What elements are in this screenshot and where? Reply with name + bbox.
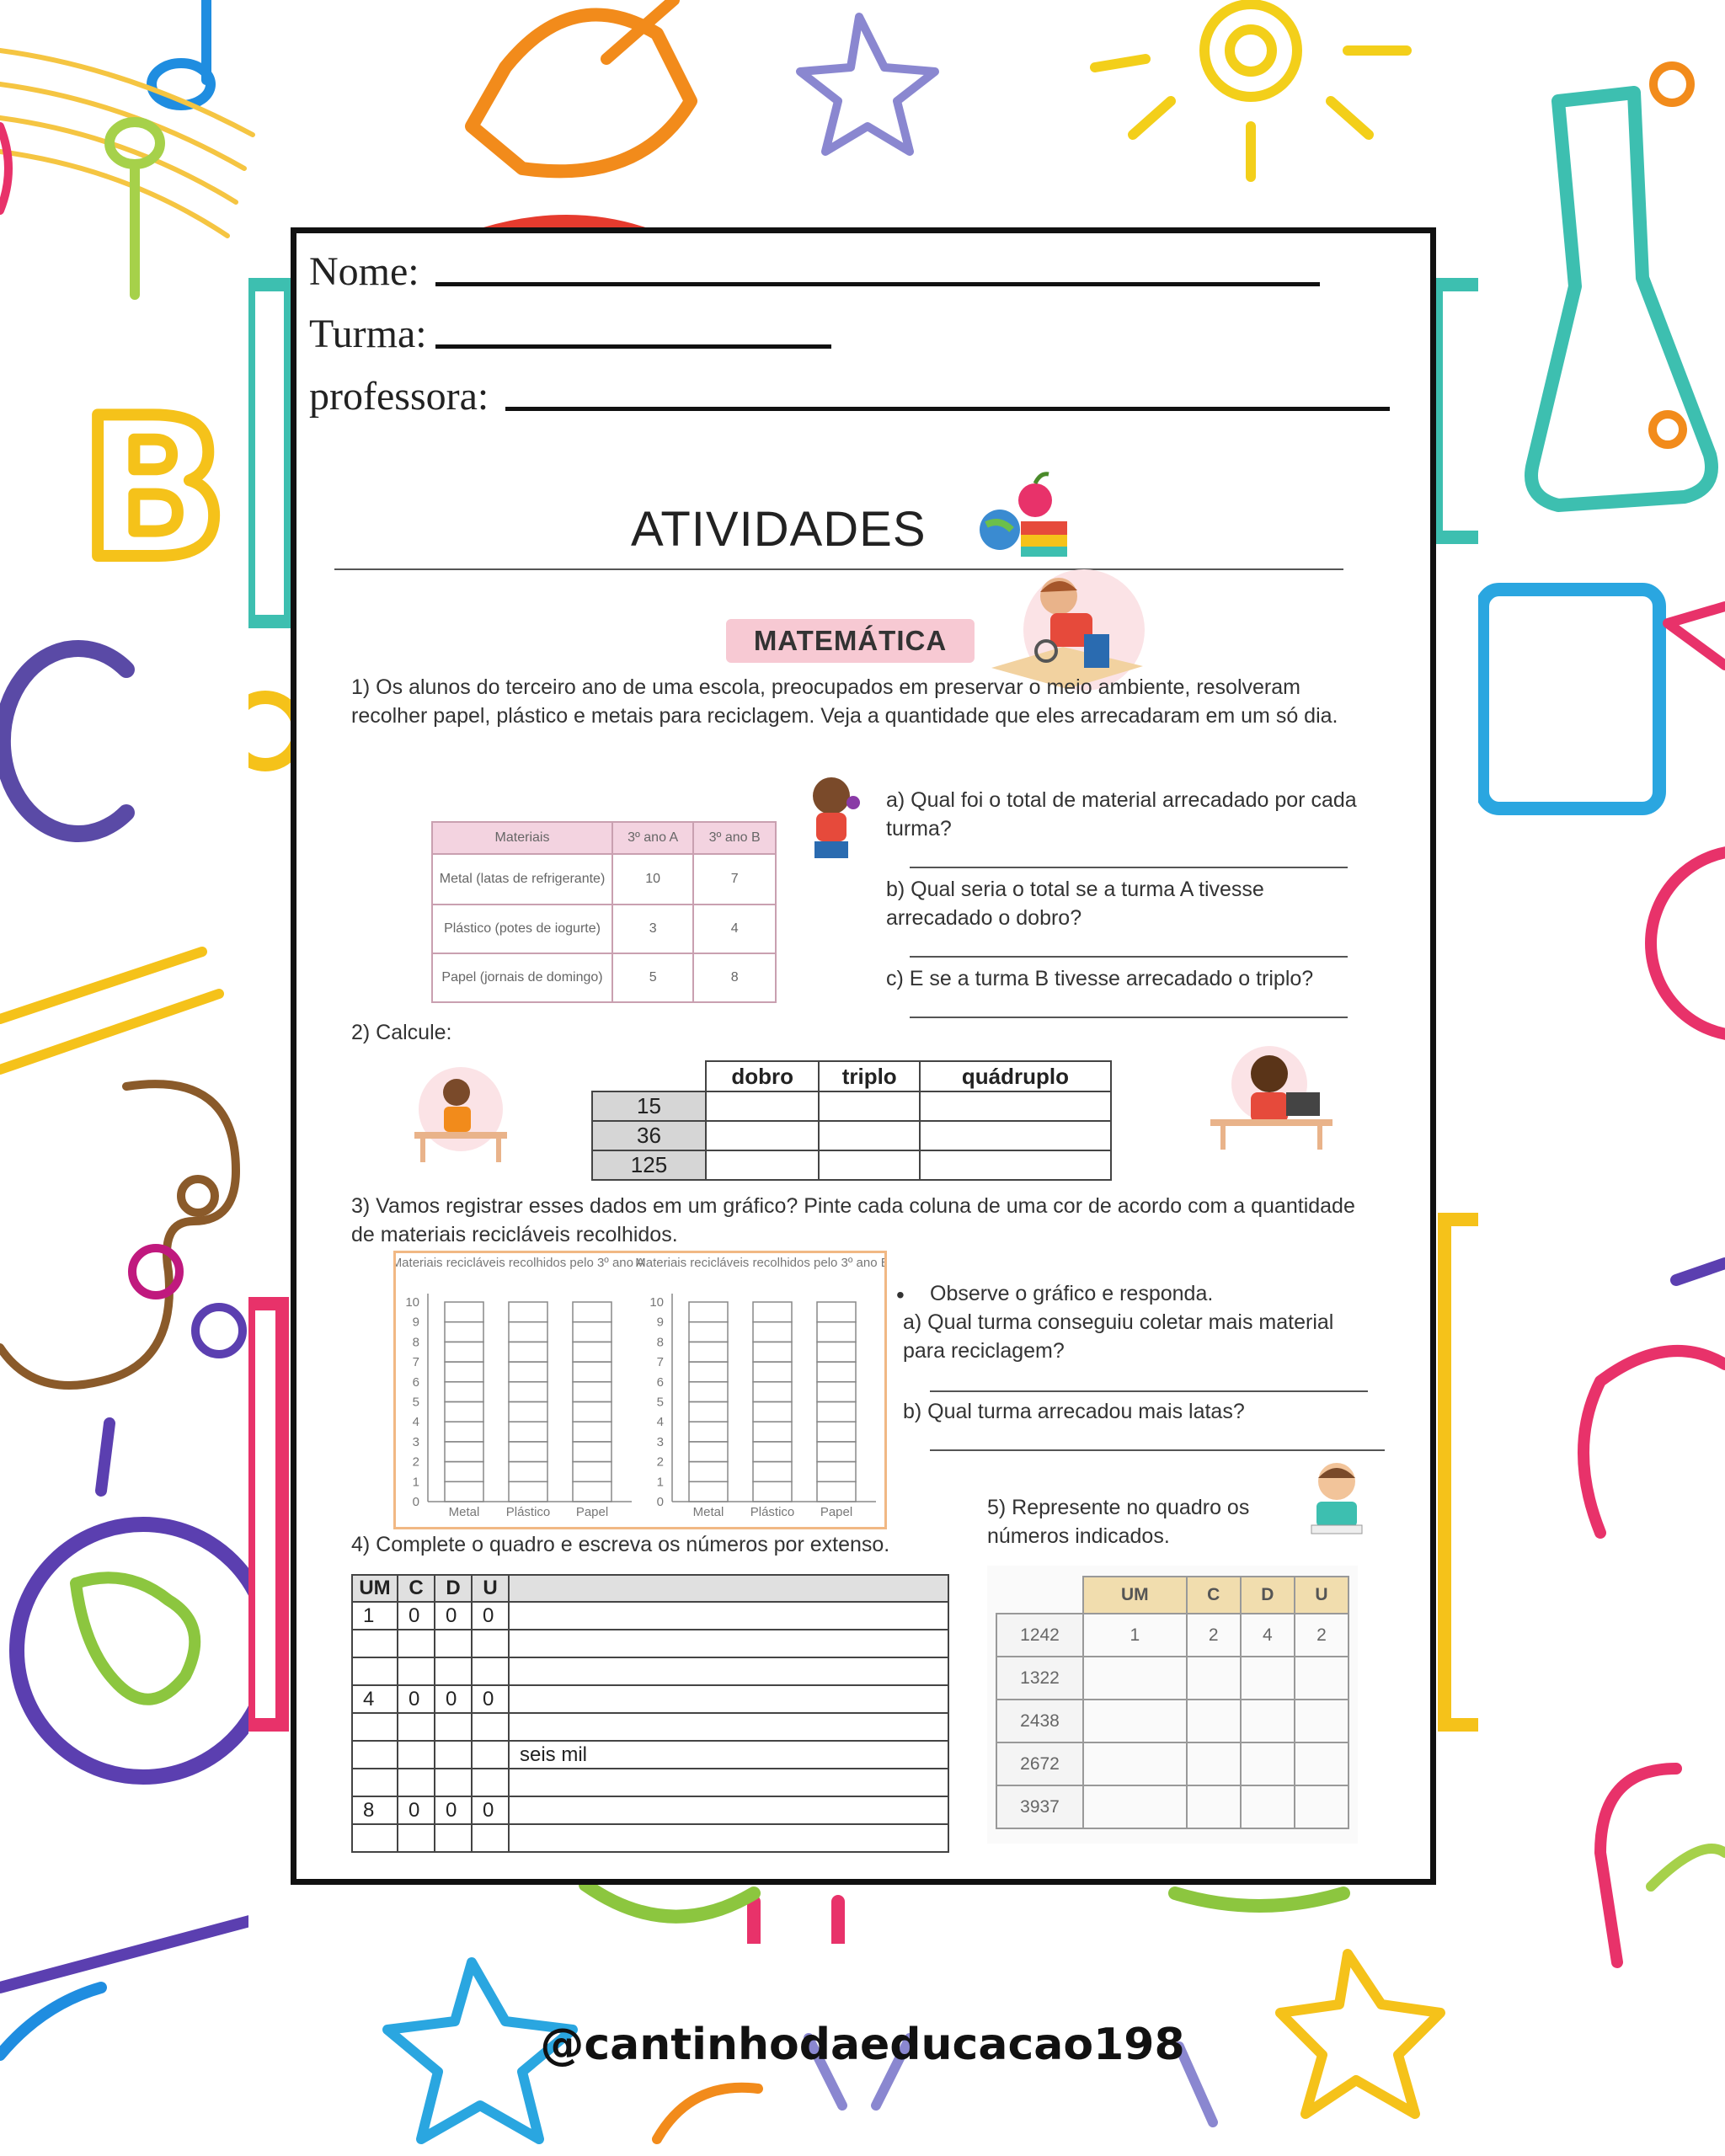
represent-cell[interactable]: 2 (1187, 1614, 1241, 1657)
chart-tick-label: 1 (656, 1475, 664, 1490)
materials-cell: 5 (612, 953, 693, 1002)
pv-cell[interactable] (435, 1630, 472, 1657)
chart-bar-cell[interactable] (509, 1342, 547, 1362)
chart-bar-cell[interactable] (817, 1422, 856, 1442)
pv-words-cell[interactable] (509, 1602, 948, 1630)
globe-doodle (17, 1423, 270, 1777)
chart-bar-column[interactable] (509, 1302, 547, 1502)
materials-cell: Papel (jornais de domingo) (432, 953, 612, 1002)
calc-answer-cell[interactable] (819, 1121, 919, 1150)
chart-bar-cell[interactable] (573, 1322, 611, 1342)
pv-cell[interactable] (352, 1657, 398, 1685)
chart-bar-cell[interactable] (445, 1442, 483, 1462)
kid-jumping-illustration (798, 772, 865, 865)
represent-d-header: D (1241, 1577, 1295, 1614)
chart-tick-label: 8 (412, 1335, 419, 1350)
chart-bar-cell[interactable] (573, 1402, 611, 1422)
c-header: C (398, 1575, 435, 1602)
represent-cell[interactable] (1295, 1700, 1348, 1742)
bar-charts (396, 1253, 884, 1527)
d-header: D (435, 1575, 472, 1602)
pv-words-cell[interactable] (509, 1713, 948, 1741)
chart-bar-cell[interactable] (509, 1422, 547, 1442)
place-value-table (351, 1574, 949, 1853)
chart-tick-label: 7 (412, 1355, 419, 1370)
q1a-text: a) Qual foi o total de material arrecadado por cada turma? (886, 788, 1357, 841)
chart-tick-label: 6 (412, 1374, 419, 1390)
name-label: Nome: (309, 249, 419, 294)
chart-category-label: Plástico (505, 1505, 551, 1519)
q5-text: 5) Represente no quadro os números indicados. (987, 1496, 1250, 1548)
chart-category-label: Papel (820, 1505, 853, 1519)
chart-bar-cell[interactable] (689, 1342, 728, 1362)
worksheet (291, 227, 1436, 1885)
chart-tick-label: 1 (412, 1475, 419, 1490)
chart-bar-cell[interactable] (753, 1442, 792, 1462)
q3a-text: a) Qual turma conseguiu coletar mais material para reciclagem? (903, 1310, 1334, 1363)
chart-bar-cell[interactable] (753, 1402, 792, 1422)
chart-bar-cell[interactable] (509, 1462, 547, 1482)
pv-cell[interactable] (472, 1713, 509, 1741)
letter-b-doodle: B (80, 377, 228, 602)
chart-bar-cell[interactable] (689, 1382, 728, 1402)
represent-cell[interactable]: 4 (1241, 1614, 1295, 1657)
materials-cell: 7 (693, 854, 776, 905)
chart-b-title (635, 1256, 884, 1270)
chart-bar-column[interactable] (817, 1302, 856, 1502)
materials-cell: 8 (693, 953, 776, 1002)
chart-bar-cell[interactable] (817, 1302, 856, 1322)
chart-bar-cell[interactable] (445, 1402, 483, 1422)
name-line[interactable] (435, 282, 1320, 286)
bullet-icon: • (896, 1282, 905, 1308)
subject-badge (726, 619, 975, 663)
represent-number: 2672 (996, 1742, 1083, 1785)
chart-bar-cell[interactable] (689, 1402, 728, 1422)
calc-answer-cell[interactable] (706, 1121, 819, 1150)
pv-cell[interactable] (398, 1769, 435, 1796)
pv-cell[interactable] (398, 1741, 435, 1769)
chart-bar-cell[interactable] (689, 1462, 728, 1482)
represent-cell[interactable]: 2 (1295, 1614, 1348, 1657)
chart-bar-cell[interactable] (509, 1442, 547, 1462)
brush-doodle (0, 1920, 253, 1988)
um-header: UM (352, 1575, 398, 1602)
pv-cell[interactable] (435, 1824, 472, 1852)
materials-cell: 10 (612, 854, 693, 905)
chart-bar-cell[interactable] (573, 1442, 611, 1462)
quadruple-header: quádruplo (920, 1061, 1111, 1091)
charts-panel (393, 1251, 887, 1529)
class-label: Turma: (309, 312, 427, 356)
materials-cell: 4 (693, 905, 776, 953)
represent-cell[interactable] (1295, 1742, 1348, 1785)
extenso-header (509, 1575, 948, 1602)
chart-bar-cell[interactable] (753, 1481, 792, 1502)
chart-bar-cell[interactable] (817, 1322, 856, 1342)
pv-cell[interactable] (398, 1713, 435, 1741)
chart-category-label: Metal (692, 1505, 724, 1519)
chart-bar-cell[interactable] (817, 1382, 856, 1402)
chart-bar-cell[interactable] (509, 1322, 547, 1342)
chart-bar-cell[interactable] (445, 1422, 483, 1442)
chart-tick-label: 5 (412, 1395, 419, 1410)
represent-number: 1242 (996, 1614, 1083, 1657)
chart-b (649, 1294, 876, 1519)
materials-cell: 3 (612, 905, 693, 953)
represent-cell[interactable] (1187, 1742, 1241, 1785)
chart-tick-label: 3 (656, 1434, 664, 1449)
calc-answer-cell[interactable] (920, 1150, 1111, 1180)
chart-bar-cell[interactable] (689, 1442, 728, 1462)
represent-cell[interactable] (1187, 1657, 1241, 1700)
pv-words-cell[interactable] (509, 1769, 948, 1796)
pv-cell[interactable]: 0 (435, 1602, 472, 1630)
sun-doodle (1095, 4, 1407, 177)
chart-bar-cell[interactable] (753, 1322, 792, 1342)
chart-bar-cell[interactable] (445, 1342, 483, 1362)
teacher-line[interactable] (505, 407, 1390, 411)
pv-cell[interactable] (352, 1630, 398, 1657)
chart-tick-label: 7 (656, 1355, 664, 1370)
pv-cell[interactable] (435, 1769, 472, 1796)
chart-a (405, 1294, 632, 1519)
chart-bar-cell[interactable] (753, 1302, 792, 1322)
chart-bar-cell[interactable] (817, 1362, 856, 1382)
pv-cell[interactable]: 0 (435, 1685, 472, 1713)
chart-bar-cell[interactable] (753, 1462, 792, 1482)
q1c-text: c) E se a turma B tivesse arrecadado o triplo? (886, 967, 1314, 990)
chart-bar-cell[interactable] (509, 1402, 547, 1422)
represent-um-header: UM (1083, 1577, 1187, 1614)
chart-tick-label: 6 (656, 1374, 664, 1390)
chart-tick-label: 2 (656, 1454, 664, 1470)
chart-bar-cell[interactable] (689, 1362, 728, 1382)
represent-cell[interactable] (1187, 1785, 1241, 1828)
chart-bar-cell[interactable] (509, 1481, 547, 1502)
pv-words-cell[interactable] (509, 1796, 948, 1824)
chart-bar-column[interactable] (753, 1302, 792, 1502)
chart-bar-cell[interactable] (509, 1362, 547, 1382)
pv-cell[interactable] (352, 1769, 398, 1796)
chart-bar-cell[interactable] (573, 1302, 611, 1322)
backpack-doodle (1600, 1769, 1676, 1962)
pv-cell[interactable]: 8 (352, 1796, 398, 1824)
chart-bar-column[interactable] (445, 1302, 483, 1502)
u-header: U (472, 1575, 509, 1602)
chart-tick-label: 3 (412, 1434, 419, 1449)
q2-text: 2) Calcule: (351, 1021, 452, 1044)
chart-bar-cell[interactable] (753, 1422, 792, 1442)
chart-bar-cell[interactable] (445, 1362, 483, 1382)
clock-doodle (1651, 851, 1725, 1036)
q1a-answer-line[interactable] (910, 867, 1348, 868)
chart-b-title-text: Materiais recicláveis recolhidos pelo 3º ano B (635, 1256, 884, 1270)
calc-answer-cell[interactable] (920, 1121, 1111, 1150)
represent-number: 3937 (996, 1785, 1083, 1828)
represent-cell[interactable] (1241, 1657, 1295, 1700)
chart-bar-cell[interactable] (753, 1362, 792, 1382)
chart-category-label: Papel (575, 1505, 609, 1519)
pv-cell[interactable]: 1 (352, 1602, 398, 1630)
chart-bar-cell[interactable] (573, 1462, 611, 1482)
q3a-answer-line[interactable] (930, 1390, 1368, 1392)
subject-badge-label: MATEMÁTICA (753, 625, 948, 656)
chart-bar-cell[interactable] (509, 1302, 547, 1322)
pv-words-cell[interactable] (509, 1685, 948, 1713)
chart-bar-column[interactable] (573, 1302, 611, 1502)
pv-cell[interactable]: 0 (435, 1796, 472, 1824)
q1b-text: b) Qual seria o total se a turma A tivesse arrecadado o dobro? (886, 878, 1264, 930)
chart-bar-cell[interactable] (445, 1322, 483, 1342)
q5-panel (987, 1566, 1358, 1844)
chart-tick-label: 4 (412, 1415, 419, 1430)
double-header: dobro (706, 1061, 819, 1091)
pv-words-cell[interactable]: seis mil (509, 1741, 948, 1769)
pv-cell[interactable] (398, 1824, 435, 1852)
teacher-label: professora: (309, 374, 489, 419)
chart-bar-cell[interactable] (445, 1462, 483, 1482)
pv-words-cell[interactable] (509, 1630, 948, 1657)
school-supplies-icon (975, 462, 1076, 563)
chart-bar-column[interactable] (689, 1302, 728, 1502)
pencil-doodle (0, 952, 219, 1070)
materials-cell: Plástico (potes de iogurte) (432, 905, 612, 953)
pv-cell[interactable]: 4 (352, 1685, 398, 1713)
represent-cell[interactable] (1083, 1700, 1187, 1742)
boy-laptop-illustration (1202, 1042, 1337, 1151)
chart-bar-cell[interactable] (753, 1342, 792, 1362)
class-line[interactable] (435, 344, 831, 349)
chart-bar-cell[interactable] (689, 1481, 728, 1502)
chart-bar-cell[interactable] (817, 1462, 856, 1482)
chart-tick-label: 0 (656, 1495, 664, 1509)
q3-text: 3) Vamos registrar esses dados em um gráfico? Pinte cada coluna de uma cor de acordo com a quantidade de materiais recicláveis recolhidos. (351, 1194, 1355, 1246)
represent-cell[interactable] (1187, 1700, 1241, 1742)
pv-cell[interactable] (352, 1741, 398, 1769)
represent-number: 2438 (996, 1700, 1083, 1742)
calc-answer-cell[interactable] (819, 1150, 919, 1180)
represent-u-header: U (1295, 1577, 1348, 1614)
represent-c-header: C (1187, 1577, 1241, 1614)
chart-a-title-text: Materiais recicláveis recolhidos pelo 3º ano A (396, 1256, 645, 1270)
q1c-answer-line[interactable] (910, 1017, 1348, 1018)
bell-doodle (472, 15, 691, 172)
represent-table (996, 1576, 1349, 1829)
calc-number: 15 (592, 1091, 706, 1121)
chart-bar-cell[interactable] (689, 1422, 728, 1442)
represent-cell[interactable] (1083, 1742, 1187, 1785)
watermark-handle: @cantinhodaeducacao198 (540, 2020, 1185, 2070)
pv-cell[interactable]: 0 (398, 1685, 435, 1713)
pv-cell[interactable] (352, 1713, 398, 1741)
pv-cell[interactable] (398, 1657, 435, 1685)
pv-cell[interactable]: 0 (472, 1602, 509, 1630)
q3b-text: b) Qual turma arrecadou mais latas? (903, 1400, 1245, 1423)
apple-doodle (1583, 1351, 1725, 1533)
represent-number: 1322 (996, 1657, 1083, 1700)
represent-cell[interactable] (1295, 1785, 1348, 1828)
materials-table (431, 821, 777, 1003)
q3b-answer-line[interactable] (930, 1449, 1385, 1451)
pv-cell[interactable] (398, 1630, 435, 1657)
chart-bar-cell[interactable] (689, 1302, 728, 1322)
pv-cell[interactable]: 0 (472, 1685, 509, 1713)
chart-bar-cell[interactable] (445, 1481, 483, 1502)
chart-bar-cell[interactable] (573, 1481, 611, 1502)
chart-bar-cell[interactable] (753, 1382, 792, 1402)
chart-bar-cell[interactable] (817, 1402, 856, 1422)
pv-cell[interactable] (472, 1657, 509, 1685)
represent-cell[interactable] (1295, 1657, 1348, 1700)
calc-answer-cell[interactable] (920, 1091, 1111, 1121)
tablet-doodle (1482, 590, 1659, 808)
letter-c-doodle (3, 648, 126, 834)
q4-text: 4) Complete o quadro e escreva os números por extenso. (351, 1533, 890, 1556)
pv-cell[interactable] (472, 1769, 509, 1796)
calc-number: 36 (592, 1121, 706, 1150)
calc-answer-cell[interactable] (819, 1091, 919, 1121)
represent-cell[interactable] (1083, 1785, 1187, 1828)
chart-tick-label: 8 (656, 1335, 664, 1350)
chart-tick-label: 0 (412, 1495, 419, 1509)
flask-doodle (1531, 93, 1712, 505)
chart-bar-cell[interactable] (817, 1481, 856, 1502)
class-b-header: 3º ano B (693, 822, 776, 854)
boy-writing-illustration (1303, 1454, 1370, 1539)
chart-tick-label: 10 (649, 1295, 664, 1310)
chart-bar-cell[interactable] (445, 1382, 483, 1402)
chart-a-title (396, 1256, 644, 1270)
calc-number: 125 (592, 1150, 706, 1180)
title-divider (334, 568, 1343, 570)
chart-bar-cell[interactable] (817, 1342, 856, 1362)
triple-header: triplo (819, 1061, 919, 1091)
pv-cell[interactable] (472, 1824, 509, 1852)
pv-cell[interactable]: 0 (398, 1602, 435, 1630)
pv-words-cell[interactable] (509, 1657, 948, 1685)
q1b-answer-line[interactable] (910, 956, 1348, 958)
class-a-header: 3º ano A (612, 822, 693, 854)
pv-cell[interactable] (472, 1630, 509, 1657)
chart-tick-label: 9 (412, 1315, 419, 1330)
represent-cell[interactable] (1241, 1742, 1295, 1785)
pv-cell[interactable] (435, 1741, 472, 1769)
observe-text: Observe o gráfico e responda. (930, 1282, 1214, 1305)
pv-cell[interactable] (472, 1741, 509, 1769)
represent-cell[interactable] (1083, 1657, 1187, 1700)
materials-header: Materiais (432, 822, 612, 854)
chart-tick-label: 10 (405, 1295, 419, 1310)
q1-text: 1) Os alunos do terceiro ano de uma escola, preocupados em preservar o meio ambiente, resolveram recolher papel, plástico e metais para reciclagem. Veja a quantidade que eles arrecadaram em um só dia. (351, 675, 1338, 728)
chart-bar-cell[interactable] (689, 1322, 728, 1342)
chart-bar-cell[interactable] (573, 1422, 611, 1442)
pv-cell[interactable] (435, 1657, 472, 1685)
page-title: ATIVIDADES (631, 502, 927, 557)
calc-table (591, 1060, 1112, 1181)
pv-cell[interactable]: 0 (472, 1796, 509, 1824)
chart-bar-cell[interactable] (573, 1362, 611, 1382)
chart-bar-cell[interactable] (573, 1342, 611, 1362)
chart-bar-cell[interactable] (573, 1382, 611, 1402)
materials-cell: Metal (latas de refrigerante) (432, 854, 612, 905)
represent-cell[interactable] (1241, 1700, 1295, 1742)
calc-answer-cell[interactable] (706, 1091, 819, 1121)
represent-cell[interactable] (1241, 1785, 1295, 1828)
chart-bar-cell[interactable] (817, 1442, 856, 1462)
chart-tick-label: 9 (656, 1315, 664, 1330)
chart-tick-label: 2 (412, 1454, 419, 1470)
chart-category-label: Plástico (750, 1505, 795, 1519)
pv-cell[interactable] (435, 1713, 472, 1741)
pv-cell[interactable] (352, 1824, 398, 1852)
chart-category-label: Metal (448, 1505, 480, 1519)
chart-tick-label: 4 (656, 1415, 664, 1430)
chart-tick-label: 5 (656, 1395, 664, 1410)
pv-cell[interactable]: 0 (398, 1796, 435, 1824)
represent-cell[interactable]: 1 (1083, 1614, 1187, 1657)
pv-words-cell[interactable] (509, 1824, 948, 1852)
represent-corner (996, 1577, 1083, 1614)
calc-answer-cell[interactable] (706, 1150, 819, 1180)
star-doodle (800, 17, 935, 152)
chart-bar-cell[interactable] (509, 1382, 547, 1402)
girl-studying-illustration (406, 1063, 515, 1164)
music-note-doodle (152, 0, 211, 105)
chart-bar-cell[interactable] (445, 1302, 483, 1322)
